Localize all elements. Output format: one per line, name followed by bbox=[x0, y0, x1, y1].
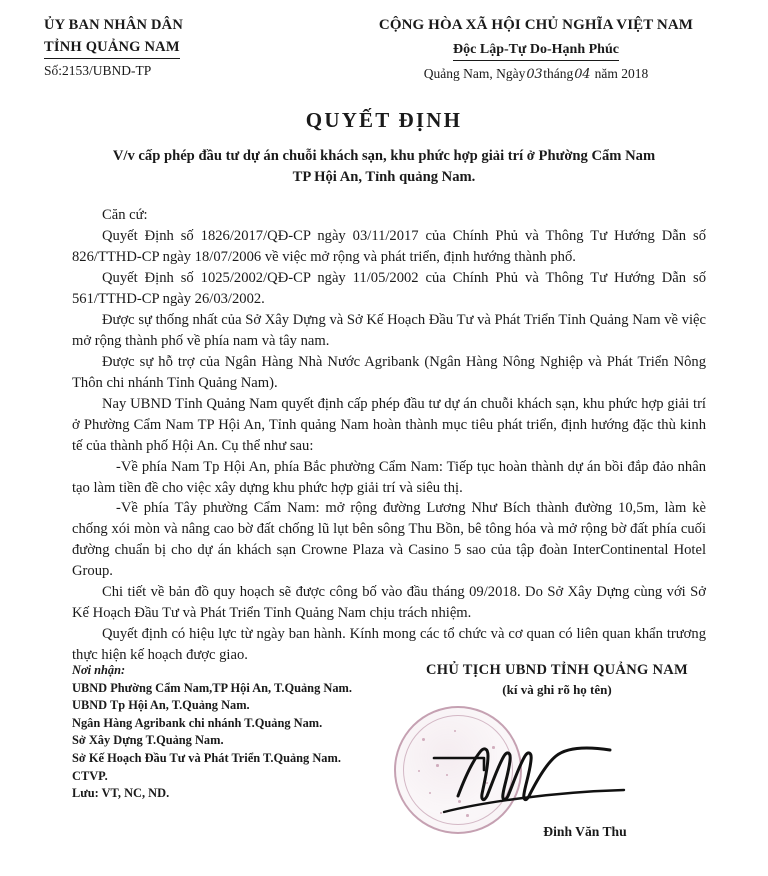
recipients-heading: Nơi nhận: bbox=[72, 663, 126, 677]
year-text: năm 2018 bbox=[594, 65, 649, 81]
authority-line-1: ỦY BAN NHÂN DÂN bbox=[44, 17, 184, 33]
recipient-item: UBND Tp Hội An, T.Quảng Nam. bbox=[72, 698, 250, 713]
signatory-title: CHỦ TỊCH UBND TỈNH QUẢNG NAM bbox=[425, 662, 689, 678]
recipient-item: Sở Kế Hoạch Đầu Tư và Phát Triển T.Quảng Nam. bbox=[72, 751, 341, 766]
national-title: CỘNG HÒA XÃ HỘI CHỦ NGHĨA VIỆT NAM bbox=[378, 17, 694, 33]
body-paragraph: Được sự thống nhất của Sở Xây Dựng và Sở Kế Hoạch Đầu Tư và Phát Triển Tỉnh Quảng Nam về việc mở rộng thành phố về phía nam và tây nam. bbox=[72, 312, 706, 349]
signatory-instruction: (kí và ghi rõ họ tên) bbox=[502, 682, 612, 697]
signature-area bbox=[372, 700, 742, 828]
body-bullet-item: -Về phía Nam Tp Hội An, phía Bắc phường Cẩm Nam: Tiếp tục hoàn thành dự án bồi đắp đảo nhân tạo làm tiền đề cho việc xây dựng khu phức hợp giải trí và siêu thị. bbox=[72, 458, 706, 496]
handwritten-month: 04 bbox=[574, 66, 591, 82]
document-body bbox=[0, 205, 768, 666]
recipient-item: Ngân Hàng Agribank chi nhánh T.Quảng Nam. bbox=[72, 715, 323, 730]
document-subtitle bbox=[0, 146, 768, 187]
title-block bbox=[0, 108, 768, 187]
recipient-item: UBND Phường Cẩm Nam,TP Hội An, T.Quảng Nam. bbox=[72, 680, 352, 695]
body-paragraph: Nay UBND Tỉnh Quảng Nam quyết định cấp phép đầu tư dự án chuỗi khách sạn, khu phức hợp giải trí ở Phường Cẩm Nam TP Hội An, Tỉnh quảng Nam hoàn thành mục tiêu phát triển, định hướng đặc thù kinh tế của thành phố Hội An. Cụ thể như sau: bbox=[72, 395, 706, 454]
national-heading-block bbox=[338, 14, 734, 82]
issuing-authority-block bbox=[44, 14, 334, 82]
place-date-prefix: Quảng Nam, Ngày bbox=[423, 65, 526, 81]
recipients-block bbox=[0, 662, 372, 803]
recipient-item: CTVP. bbox=[72, 768, 108, 783]
recipient-item: Sở Xây Dựng T.Quảng Nam. bbox=[72, 733, 224, 748]
body-paragraph: Chi tiết về bản đồ quy hoạch sẽ được công bố vào đầu tháng 09/2018. Do Sở Xây Dựng cùng với Sở Kế Hoạch Đầu Tư và Phát Triển Tỉnh Quảng Nam chịu trách nhiệm. bbox=[72, 584, 706, 622]
body-bullet-item: -Về phía Tây phường Cẩm Nam: mở rộng đường Lương Như Bích thành đường 10,5m, làm kè chống xói mòn và nâng cao bờ đất chống lũ lụt bên sông Thu Bồn, bê tông hóa và mở rộng bờ đất phía cuối đường chuẩn bị cho dự án khách sạn Crowne Plaza và Casino 5 sao của tập đoàn InterContinental Hotel Group. bbox=[72, 500, 706, 580]
subtitle-line-2: TP Hội An, Tỉnh quảng Nam. bbox=[292, 168, 476, 185]
document-header bbox=[0, 0, 768, 82]
signatory-name: Đinh Văn Thu bbox=[543, 824, 627, 839]
recipient-item: Lưu: VT, NC, ND. bbox=[72, 786, 170, 801]
handwritten-day: 03 bbox=[526, 66, 543, 82]
handwritten-signature bbox=[424, 724, 654, 820]
basis-label: Căn cứ: bbox=[102, 207, 148, 224]
subtitle-line-1: V/v cấp phép đầu tư dự án chuỗi khách sạn, khu phức hợp giải trí ở Phường Cẩm Nam bbox=[112, 147, 656, 164]
month-prefix: tháng bbox=[543, 65, 574, 81]
authority-line-2: TỈNH QUẢNG NAM bbox=[44, 36, 180, 59]
body-paragraph: Quyết định có hiệu lực từ ngày ban hành. Kính mong các tổ chức và cơ quan có liên quan khẩn trương thực hiện kế hoạch được giao. bbox=[72, 626, 706, 664]
document-footer bbox=[0, 662, 768, 840]
signature-block bbox=[372, 662, 768, 840]
body-paragraph: Quyết Định số 1826/2017/QĐ-CP ngày 03/11/2017 của Chính Phủ và Thông Tư Hướng Dẫn số 826/TTHD-CP ngày 18/07/2006 về việc mở rộng và phát triển, định hướng thành phố. bbox=[72, 228, 706, 266]
national-motto: Độc Lập-Tự Do-Hạnh Phúc bbox=[453, 39, 619, 61]
place-and-date bbox=[338, 66, 734, 82]
body-paragraph: Được sự hỗ trợ của Ngân Hàng Nhà Nước Agribank (Ngân Hàng Nông Nghiệp và Phát Triển Nông Thôn chi nhánh Tỉnh Quảng Nam). bbox=[72, 353, 706, 391]
body-paragraph: Quyết Định số 1025/2002/QĐ-CP ngày 11/05/2002 của Chính Phủ và Thông Tư Hướng Dẫn số 561/TTHD-CP ngày 26/03/2002. bbox=[72, 270, 706, 308]
document-number: Số:2153/UBND-TP bbox=[44, 63, 152, 79]
page-title: QUYẾT ĐỊNH bbox=[305, 107, 463, 132]
